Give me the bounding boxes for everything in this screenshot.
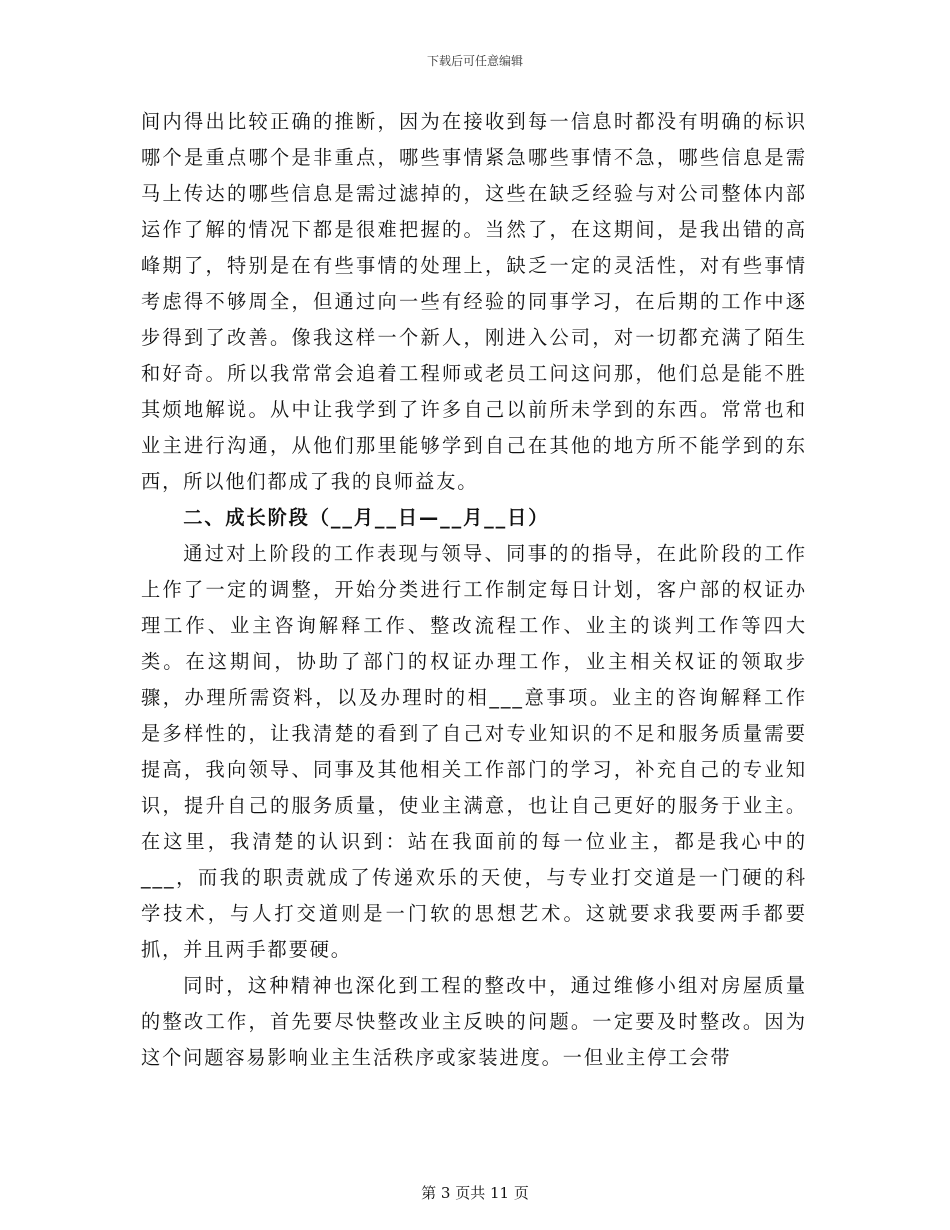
- paragraph-rectification: 同时，这种精神也深化到工程的整改中，通过维修小组对房屋质量的整改工作，首先要尽快整改业主反映的问题。一定要及时整改。因为这个问题容易影响业主生活秩序或家装进度。一但业主停工会带: [141, 974, 807, 1069]
- section-heading-growth-stage: 二、成长阶段（__月__日—__月__日）: [183, 506, 550, 529]
- page-footer-page-number: 第 3 页共 11 页: [421, 1184, 529, 1202]
- page-header: 下载后可任意编辑: [426, 54, 523, 68]
- paragraph-continuation: 间内得出比较正确的推断，因为在接收到每一信息时都没有明确的标识哪个是重点哪个是非重点，哪些事情紧急哪些事情不急，哪些信息是需马上传达的哪些信息是需过滤掉的，这些在缺乏经验与对公司整体内部运作了解的情况下都是很难把握的。当然了，在这期间，是我出错的高峰期了，特别是在有些事情的处理上，缺乏一定的灵活性，对有些事情考虑得不够周全，但通过向一些有经验的同事学习，在后期的工作中逐步得到了改善。像我这样一个新人，刚进入公司，对一切都充满了陌生和好奇。所以我常常会追着工程师或老员工问这问那，他们总是能不胜其烦地解说。从中让我学到了许多自己以前所未学到的东西。常常也和业主进行沟通，从他们那里能够学到自己在其他的地方所不能学到的东西，所以他们都成了我的良师益友。: [141, 110, 807, 493]
- paragraph-growth-stage: 通过对上阶段的工作表现与领导、同事的的指导，在此阶段的工作上作了一定的调整，开始分类进行工作制定每日计划，客户部的权证办理工作、业主咨询解释工作、整改流程工作、业主的谈判工作等四大类。在这期间，协助了部门的权证办理工作，业主相关权证的领取步骤，办理所需资料，以及办理时的相___意事项。业主的咨询解释工作是多样性的，让我清楚的看到了自己对专业知识的不足和服务质量需要提高，我向领导、同事及其他相关工作部门的学习，补充自己的专业知识，提升自己的服务质量，使业主满意，也让自己更好的服务于业主。在这里，我清楚的认识到：站在我面前的每一位业主，都是我心中的___，而我的职责就成了传递欢乐的天使，与专业打交道是一门硬的科学技术，与人打交道则是一门软的思想艺术。这就要求我要两手都要抓，并且两手都要硬。: [141, 542, 807, 961]
- document-body: [141, 104, 807, 1076]
